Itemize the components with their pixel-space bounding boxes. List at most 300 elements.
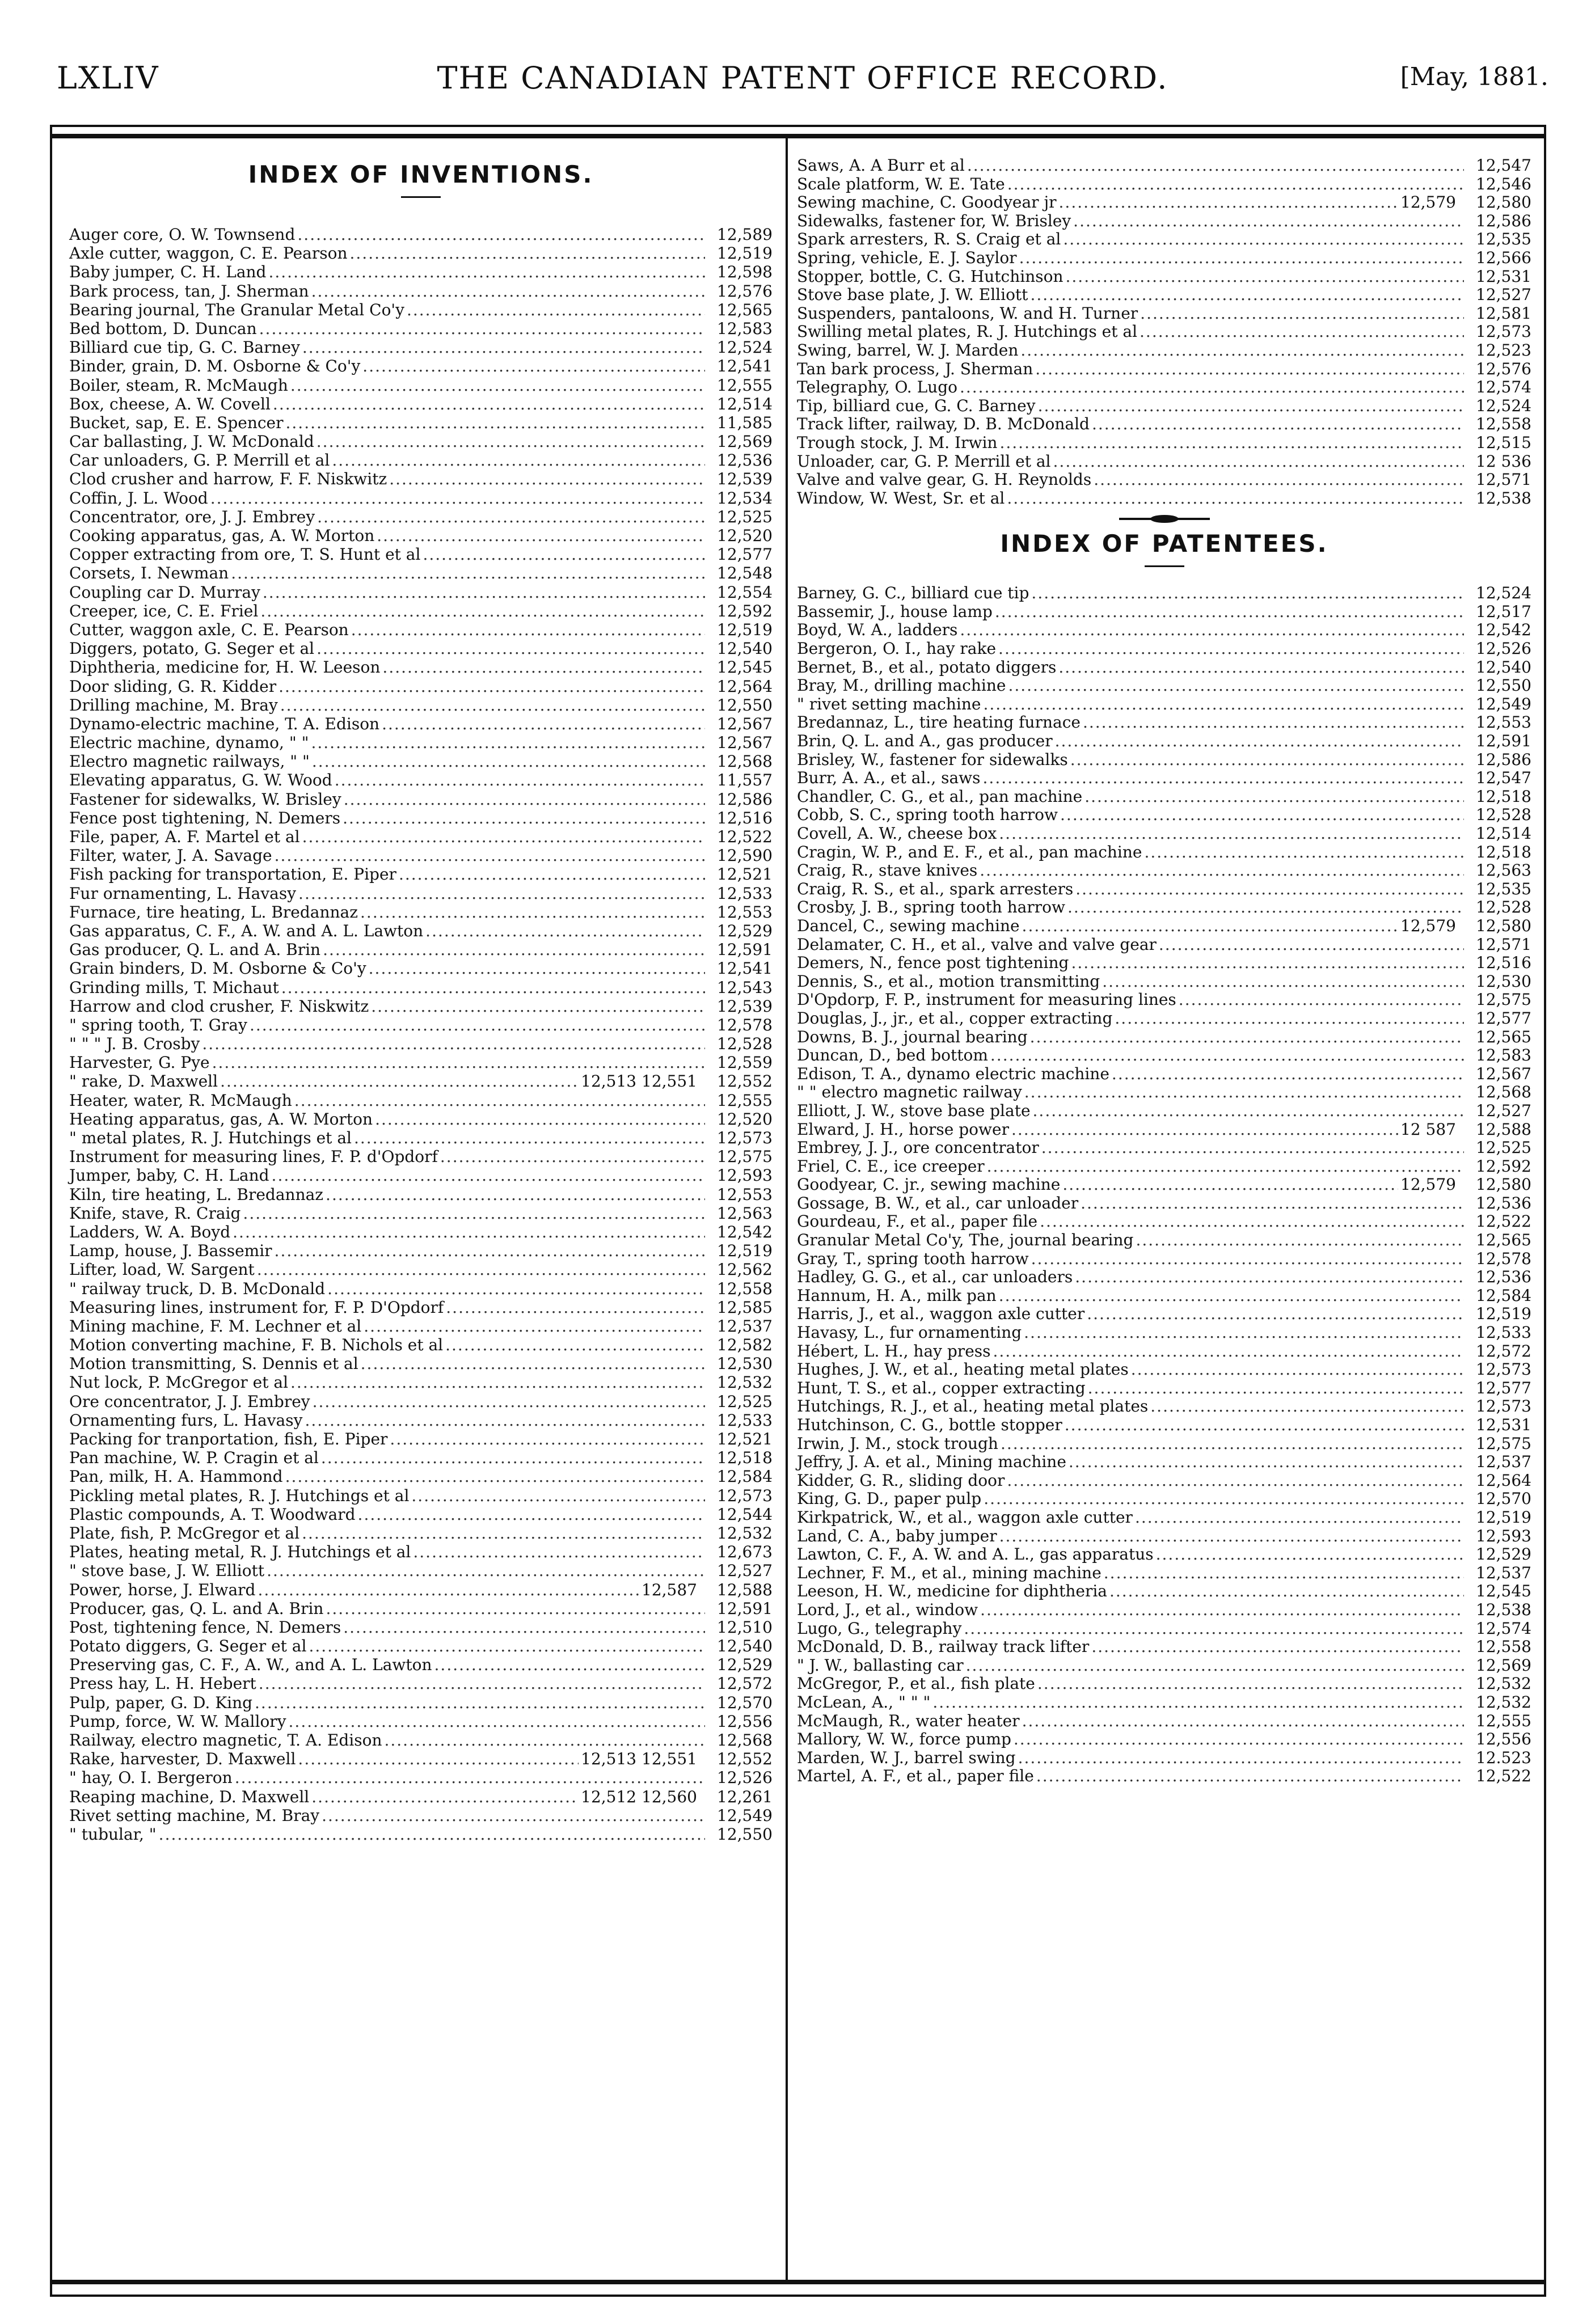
index-entry	[797, 1730, 1531, 1749]
entry-text: Axle cutter, waggon, C. E. Pearson	[69, 244, 348, 263]
patent-number: 12,673	[717, 1543, 773, 1562]
leader-dots	[212, 1053, 705, 1072]
patent-number: 12,527	[717, 1561, 773, 1581]
leader-dots	[1109, 1582, 1464, 1601]
leader-dots	[377, 526, 705, 545]
patent-number: 12,559	[717, 1053, 773, 1072]
publication-title: THE CANADIAN PATENT OFFICE RECORD.	[437, 60, 1168, 96]
patent-number: 11,585	[717, 413, 773, 432]
patent-number: 12,519	[717, 620, 773, 639]
index-entry	[797, 1490, 1531, 1509]
patent-number: 12,571	[1476, 470, 1531, 489]
index-entry	[797, 415, 1531, 434]
index-entry	[797, 360, 1531, 379]
entry-text: Electro magnetic railways, " "	[69, 752, 310, 771]
entry-text: Plate, fish, P. McGregor et al	[69, 1523, 300, 1543]
entry-text: Bernet, B., et al., potato diggers	[797, 657, 1057, 677]
index-entry	[797, 305, 1531, 323]
entry-text: Fish packing for transportation, E. Piper	[69, 865, 396, 884]
entry-text: Instrument for measuring lines, F. P. d'Opdorf	[69, 1147, 438, 1167]
patent-number: 12,573	[717, 1486, 773, 1505]
entry-text: Bark process, tan, J. Sherman	[69, 281, 309, 301]
entry-text: Fur ornamenting, L. Havasy	[69, 884, 297, 903]
patent-number: 12,578	[717, 1015, 773, 1034]
patent-number: 12,556	[1476, 1730, 1531, 1749]
patent-number: 12,572	[1476, 1341, 1531, 1360]
patent-number: 12,546	[1476, 174, 1531, 193]
leader-dots	[278, 677, 705, 696]
entry-text: Corsets, I. Newman	[69, 564, 229, 583]
index-entry	[69, 1674, 773, 1693]
leader-dots	[313, 1392, 705, 1411]
patentees-list	[797, 584, 1531, 1786]
patent-number: 12,538	[1476, 488, 1531, 508]
patent-number: 12,586	[717, 789, 773, 809]
entry-text: Creeper, ice, C. E. Friel	[69, 601, 259, 620]
index-entry	[797, 1675, 1531, 1693]
entry-text: Edison, T. A., dynamo electric machine	[797, 1064, 1109, 1083]
patent-number: 12,562	[717, 1260, 773, 1279]
entry-text: Lechner, F. M., et al., mining machine	[797, 1563, 1102, 1582]
patent-number: 12,537	[717, 1316, 773, 1336]
index-entry	[69, 413, 773, 432]
patent-number: 11,557	[717, 771, 773, 790]
entry-text: Ornamenting furs, L. Havasy	[69, 1410, 303, 1430]
leader-dots	[335, 771, 705, 789]
patent-number: 12,573	[1476, 1360, 1531, 1379]
entry-text: Martel, A. F., et al., paper file	[797, 1767, 1034, 1786]
leader-dots	[210, 489, 705, 508]
entry-text: King, G. D., paper pulp	[797, 1489, 982, 1509]
leader-dots	[983, 769, 1464, 788]
patent-number: 12,567	[717, 733, 773, 753]
index-entry	[797, 1287, 1531, 1305]
index-entry	[797, 1638, 1531, 1657]
index-entry	[69, 545, 773, 564]
patent-number: 12,533	[717, 1410, 773, 1430]
patent-number: 12,550	[717, 695, 773, 715]
leader-dots	[407, 301, 705, 319]
index-entry	[797, 323, 1531, 341]
index-entry	[797, 954, 1531, 973]
index-entry	[797, 1657, 1531, 1675]
entry-text: Brin, Q. L. and A., gas producer	[797, 732, 1053, 751]
patent-number: 12,553	[717, 902, 773, 922]
patent-number: 12,524	[1476, 396, 1531, 415]
patent-number: 12,541	[717, 357, 773, 376]
entry-text: Kiln, tire heating, L. Bredannaz	[69, 1185, 324, 1204]
index-entry	[797, 973, 1531, 991]
index-entry	[69, 752, 773, 771]
entry-text: Elward, J. H., horse power	[797, 1119, 1009, 1139]
leader-dots	[343, 1618, 705, 1637]
index-entry	[69, 301, 773, 319]
patent-number: 12,534	[717, 488, 773, 508]
leader-dots	[360, 903, 705, 922]
index-entry	[69, 940, 773, 959]
entry-text: Dennis, S., et al., motion transmitting	[797, 971, 1100, 991]
entry-text: Lifter, load, W. Sargent	[69, 1260, 255, 1279]
entry-text: Grinding mills, T. Michaut	[69, 978, 279, 997]
entry-text: Trough stock, J. M. Irwin	[797, 433, 998, 452]
index-entry	[69, 1467, 773, 1486]
entry-extra-numbers: 12,512 12,560	[581, 1787, 697, 1806]
leader-dots	[1088, 1379, 1464, 1398]
leader-dots	[1070, 751, 1464, 770]
index-entry	[69, 639, 773, 658]
index-entry	[69, 1430, 773, 1448]
entry-text: Hébert, L. H., hay press	[797, 1341, 991, 1360]
index-entry	[797, 658, 1531, 677]
entry-extra-numbers: 12,513 12,551	[581, 1072, 697, 1091]
entry-text: Delamater, C. H., et al., valve and valve gear	[797, 935, 1157, 954]
patent-number: 12,528	[1476, 805, 1531, 825]
leader-dots	[302, 1524, 705, 1543]
entry-text: Track lifter, railway, D. B. McDonald	[797, 415, 1090, 434]
index-entry	[69, 1712, 773, 1731]
index-entry	[797, 788, 1531, 806]
entry-text: Clod crusher and harrow, F. F. Niskwitz	[69, 470, 387, 489]
patent-number: 12,518	[1476, 787, 1531, 806]
leader-dots	[275, 1241, 705, 1260]
index-entry	[797, 1342, 1531, 1361]
index-entry	[69, 225, 773, 244]
leader-dots	[233, 1223, 705, 1241]
leader-dots	[382, 658, 705, 677]
leader-dots	[285, 1467, 705, 1486]
leader-dots	[1007, 175, 1464, 194]
index-entry	[797, 621, 1531, 640]
index-entry	[69, 846, 773, 865]
leader-dots	[371, 997, 705, 1016]
leader-dots	[286, 413, 706, 432]
leader-dots	[257, 1260, 705, 1279]
entry-text: Gas producer, Q. L. and A. Brin	[69, 940, 321, 960]
entry-text: Heater, water, R. McMaugh	[69, 1091, 292, 1110]
patent-number: 12,571	[1476, 935, 1531, 954]
patent-number: 12,580	[1476, 1175, 1531, 1194]
index-entry	[797, 1749, 1531, 1768]
index-entry	[797, 249, 1531, 268]
leader-dots	[351, 620, 705, 639]
patent-number: 12,538	[1476, 1600, 1531, 1619]
entry-text: Barney, G. C., billiard cue tip	[797, 584, 1029, 603]
leader-dots	[289, 1712, 705, 1731]
patent-number: 12,536	[1476, 1267, 1531, 1287]
entry-text: Bed bottom, D. Duncan	[69, 319, 257, 338]
leader-dots	[1144, 843, 1464, 862]
patent-number: 12,537	[1476, 1563, 1531, 1582]
patent-number: 12,510	[717, 1617, 773, 1637]
patent-number: 12,535	[1476, 230, 1531, 249]
leader-dots	[1014, 1730, 1464, 1749]
leader-dots	[1067, 898, 1464, 917]
patent-number: 12,572	[717, 1674, 773, 1693]
patent-number: 12,532	[717, 1373, 773, 1392]
entry-text: Railway, electro magnetic, T. A. Edison	[69, 1731, 382, 1750]
patent-number: 12,518	[717, 1448, 773, 1468]
entry-text: Harris, J., et al., waggon axle cutter	[797, 1304, 1085, 1324]
index-entry	[797, 1212, 1531, 1231]
index-entry	[797, 991, 1531, 1009]
entry-text: " stove base, J. W. Elliott	[69, 1561, 265, 1581]
leader-dots	[354, 1129, 705, 1147]
patent-number: 12,569	[1476, 1655, 1531, 1675]
leader-dots	[302, 338, 705, 357]
leader-dots	[316, 639, 705, 658]
leader-dots	[967, 157, 1464, 175]
entry-text: Ore concentrator, J. J. Embrey	[69, 1392, 310, 1411]
entry-text: Friel, C. E., ice creeper	[797, 1156, 985, 1176]
patent-number: 12,544	[717, 1505, 773, 1524]
entry-text: Press hay, L. H. Hebert	[69, 1674, 256, 1693]
index-entry	[797, 713, 1531, 732]
index-entry	[69, 1373, 773, 1392]
leader-dots	[1075, 1268, 1464, 1287]
patent-number: 12,577	[1476, 1008, 1531, 1028]
entry-text: File, paper, A. F. Martel et al	[69, 827, 300, 846]
leader-dots	[1058, 658, 1464, 677]
leader-dots	[1135, 1509, 1464, 1527]
leader-dots	[1020, 341, 1464, 360]
entry-text: Duncan, D., bed bottom	[797, 1046, 988, 1065]
leader-dots	[999, 825, 1464, 843]
patent-number: 12,555	[717, 1091, 773, 1110]
leader-dots	[1091, 1638, 1464, 1657]
entry-text: Pulp, paper, G. D. King	[69, 1693, 253, 1712]
patent-number: 12,576	[717, 281, 773, 301]
entry-text: Auger core, O. W. Townsend	[69, 225, 296, 244]
index-entry	[69, 1411, 773, 1430]
leader-dots	[1063, 230, 1464, 249]
entry-text: McDonald, D. B., railway track lifter	[797, 1637, 1090, 1657]
patent-number: 12,532	[1476, 1674, 1531, 1693]
patent-number: 12,529	[717, 1655, 773, 1675]
index-entry	[797, 861, 1531, 880]
leader-dots	[1007, 489, 1464, 508]
index-entry	[69, 1637, 773, 1655]
entry-text: Tip, billiard cue, G. C. Barney	[797, 396, 1036, 415]
patent-number: 12,527	[1476, 1101, 1531, 1120]
index-entry	[797, 1046, 1531, 1065]
patent-number: 12,539	[717, 996, 773, 1016]
patent-number: 12,593	[717, 1166, 773, 1185]
leader-dots	[350, 244, 706, 263]
patent-number: 12,567	[1476, 1064, 1531, 1083]
patent-number: 12,553	[1476, 713, 1531, 732]
entry-text: Bergeron, O. I., hay rake	[797, 639, 997, 658]
index-entry	[69, 282, 773, 301]
index-entry	[797, 471, 1531, 489]
index-entry	[797, 1250, 1531, 1269]
entry-text: Suspenders, pantaloons, W. and H. Turner	[797, 303, 1138, 323]
patent-number: 12,555	[717, 375, 773, 395]
index-entry	[797, 1767, 1531, 1786]
leader-dots	[1071, 954, 1464, 973]
index-entry	[797, 1601, 1531, 1620]
index-entry	[797, 212, 1531, 231]
entry-text: Bassemir, J., house lamp	[797, 602, 993, 621]
patentees-index-title: INDEX OF PATENTEES.	[1000, 530, 1328, 558]
patent-number: 12,592	[1476, 1156, 1531, 1176]
index-entry	[69, 903, 773, 922]
patent-number: 12,519	[717, 244, 773, 263]
section-ornament	[1119, 518, 1210, 520]
entry-extra-numbers: 12,579	[1400, 193, 1456, 212]
inventions-list	[69, 225, 773, 1844]
leader-dots	[446, 1298, 705, 1317]
index-entry	[797, 1545, 1531, 1564]
index-entry	[797, 1435, 1531, 1453]
patent-number: 12,583	[1476, 1046, 1531, 1065]
leader-dots	[984, 1490, 1464, 1509]
leader-dots	[1011, 1121, 1398, 1139]
index-entry	[797, 1139, 1531, 1157]
patent-number: 12,592	[717, 601, 773, 620]
patent-number: 12,580	[1476, 193, 1531, 212]
index-entry	[69, 1505, 773, 1524]
patent-number: 12,556	[717, 1712, 773, 1731]
index-entry	[797, 268, 1531, 286]
patent-number: 12,580	[1476, 916, 1531, 935]
patent-number: 12,540	[717, 1637, 773, 1656]
patent-number: 12,552	[717, 1072, 773, 1091]
patent-number: 12,573	[1476, 1397, 1531, 1416]
index-entry	[797, 489, 1531, 508]
entry-text: Dynamo-electric machine, T. A. Edison	[69, 714, 380, 733]
index-entry	[797, 286, 1531, 305]
entry-text: Pump, force, W. W. Mallory	[69, 1712, 286, 1731]
leader-dots	[1115, 1009, 1464, 1028]
patent-number: 12,589	[717, 225, 773, 244]
index-entry	[69, 733, 773, 752]
index-entry	[69, 602, 773, 620]
entry-text: Havasy, L., fur ornamenting	[797, 1323, 1022, 1342]
leader-dots	[382, 715, 705, 733]
index-entry	[797, 193, 1531, 212]
entry-text: Gossage, B. W., et al., car unloader	[797, 1193, 1079, 1212]
patent-number: 12,575	[1476, 1434, 1531, 1453]
patent-number: 12,522	[717, 827, 773, 846]
leader-dots	[309, 1637, 705, 1655]
leader-dots	[259, 1674, 705, 1693]
leader-dots	[220, 1072, 579, 1091]
patent-number: 12,573	[1476, 322, 1531, 341]
leader-dots	[966, 1657, 1464, 1675]
index-entry	[69, 338, 773, 357]
index-entry	[797, 751, 1531, 770]
leader-dots	[425, 922, 705, 940]
entry-text: Drilling machine, M. Bray	[69, 695, 278, 715]
entry-text: Spark arresters, R. S. Craig et al	[797, 230, 1061, 249]
index-entry	[69, 432, 773, 451]
leader-dots	[332, 451, 705, 470]
patent-number: 12,598	[717, 263, 773, 282]
entry-text: Fastener for sidewalks, W. Brisley	[69, 789, 341, 809]
leader-dots	[1112, 1065, 1464, 1084]
entry-text: Lord, J., et al., window	[797, 1600, 978, 1619]
index-entry	[69, 1336, 773, 1354]
index-entry	[797, 1379, 1531, 1398]
patent-number: 12,519	[1476, 1304, 1531, 1324]
entry-text: Boiler, steam, R. McMaugh	[69, 375, 288, 395]
entry-text: Gourdeau, F., et al., paper file	[797, 1212, 1038, 1231]
entry-text: " tubular, "	[69, 1824, 157, 1844]
patent-number: 12,576	[1476, 359, 1531, 378]
patent-number: 12,588	[1476, 1119, 1531, 1139]
patent-number: 12,588	[717, 1580, 773, 1599]
entry-text: McLean, A., " " "	[797, 1692, 931, 1712]
index-entry	[797, 769, 1531, 788]
index-entry	[69, 997, 773, 1016]
index-entry	[69, 1129, 773, 1147]
patent-number: 12,543	[717, 978, 773, 997]
index-entry	[69, 677, 773, 696]
patent-number: 12,524	[717, 338, 773, 357]
leader-dots	[317, 508, 705, 526]
patent-number: 12,525	[1476, 1138, 1531, 1157]
entry-text: Preserving gas, C. F., A. W., and A. L. Lawton	[69, 1655, 432, 1675]
leader-dots	[1022, 1712, 1464, 1731]
index-entry	[69, 1016, 773, 1034]
patent-number: 12,514	[1476, 824, 1531, 843]
index-entry	[69, 1581, 773, 1599]
leader-dots	[1019, 249, 1464, 268]
index-entry	[797, 1693, 1531, 1712]
patent-number: 12,578	[1476, 1249, 1531, 1268]
bottom-rule	[50, 2280, 1546, 2284]
patent-number: 12,584	[1476, 1286, 1531, 1305]
leader-dots	[311, 1788, 579, 1806]
index-entry	[797, 1453, 1531, 1472]
index-entry	[69, 319, 773, 338]
entry-text: Douglas, J., jr., et al., copper extracting	[797, 1008, 1113, 1028]
index-entry	[797, 1360, 1531, 1379]
patent-number: 12,527	[1476, 285, 1531, 305]
index-entry	[797, 1712, 1531, 1731]
entry-text: Car ballasting, J. W. McDonald	[69, 432, 314, 451]
entry-text: Harrow and clod crusher, F. Niskwitz	[69, 996, 369, 1016]
patent-number: 12,520	[717, 526, 773, 545]
index-entry	[797, 230, 1531, 249]
index-entry	[797, 603, 1531, 622]
leader-dots	[1092, 415, 1464, 434]
entry-text: McGregor, P., et al., fish plate	[797, 1674, 1035, 1693]
patent-number: 12,521	[717, 865, 773, 884]
entry-text: Sewing machine, C. Goodyear jr	[797, 193, 1057, 212]
patent-number: 12,568	[717, 752, 773, 771]
leader-dots	[1140, 305, 1464, 323]
entry-text: Lugo, G., telegraphy	[797, 1619, 962, 1638]
entry-text: " J. W., ballasting car	[797, 1655, 964, 1675]
patent-number: 12,558	[1476, 1637, 1531, 1657]
entry-text: Gray, T., spring tooth harrow	[797, 1249, 1029, 1268]
leader-dots	[1037, 1675, 1464, 1693]
leader-dots	[1001, 1435, 1464, 1453]
patent-number: 12,547	[1476, 768, 1531, 788]
patent-number: 12,567	[717, 714, 773, 733]
leader-dots	[255, 1693, 705, 1712]
patent-number: 12,563	[717, 1203, 773, 1223]
inventions-index-title: INDEX OF INVENTIONS.	[248, 160, 594, 188]
index-entry	[69, 922, 773, 940]
index-entry	[797, 640, 1531, 658]
index-entry	[69, 620, 773, 639]
patent-number: 12,565	[717, 300, 773, 319]
leader-dots	[1087, 1305, 1464, 1324]
entry-text: Valve and valve gear, G. H. Reynolds	[797, 470, 1092, 489]
patent-number: 12,541	[717, 959, 773, 978]
